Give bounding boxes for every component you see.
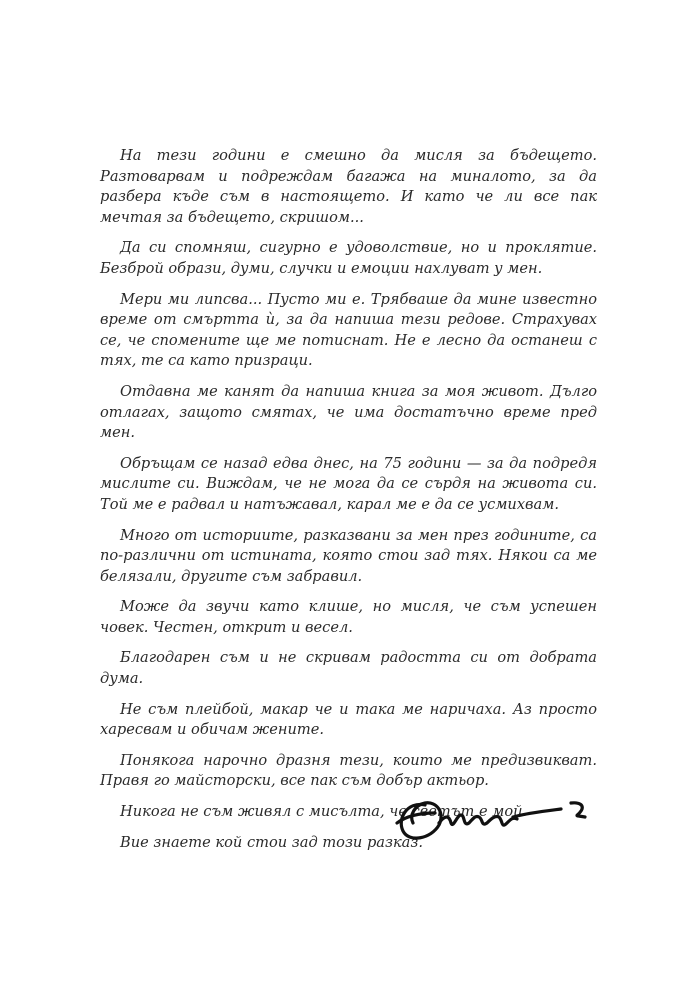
paragraph-7: Може да звучи като клише, но мисля, че съм успешен човек. Честен, открит и весел. xyxy=(100,598,597,636)
paragraph-3: Мери ми липсва... Пусто ми е. Трябваше да мине известно време от смъртта ѝ, за да напиша тези редове. Страхувах се, че спомените ще ме потиснат. Не е лесно да останеш с тях, те са като призраци. xyxy=(100,290,597,370)
paragraph-6: Много от историите, разказвани за мен през годините, са по-различни от истината, която стои зад тях. Някои са ме белязали, другите съм забравил. xyxy=(100,526,597,585)
paragraph-9: Не съм плейбой, макар че и така ме наричаха. Аз просто харесвам и обичам жените. xyxy=(100,700,597,739)
paragraph-8: Благодарен съм и не скривам радостта си от добрата дума. xyxy=(100,649,597,688)
paragraph-2: Да си спомняш, сигурно е удоволствие, но и проклятие. Безброй образи, думи, случки и емоции нахлуват у мен. xyxy=(100,239,597,277)
paragraph-11: Никога не съм живял с мисълта, че светът е мой. xyxy=(120,803,528,821)
handwritten-signature xyxy=(395,793,595,845)
paragraph-10: Понякога нарочно дразня тези, които ме предизвикват. Правя го майсторски, все пак съм добър актьор. xyxy=(100,751,597,790)
signature-strokes xyxy=(397,803,585,838)
paragraph-1: На тези години е смешно да мисля за бъдещето. Разтоварвам и подреждам багажа на миналото, за да разбера къде съм в настоящето. И като че ли все пак мечтая за бъдещето, скришом... xyxy=(100,147,597,226)
paragraph-4: Отдавна ме канят да напиша книга за моя живот. Дълго отлагах, защото смятах, че има достатъчно време пред мен. xyxy=(100,382,597,442)
preface-text xyxy=(100,146,597,863)
paragraph-12: Вие знаете кой стои зад този разказ. xyxy=(120,833,423,851)
paragraph-5: Обръщам се назад едва днес, на 75 години — за да подредя мислите си. Виждам, че не мога да се сърдя на живота си. Той ме е радвал и натъжавал, карал ме е да се усмихвам. xyxy=(100,454,597,513)
